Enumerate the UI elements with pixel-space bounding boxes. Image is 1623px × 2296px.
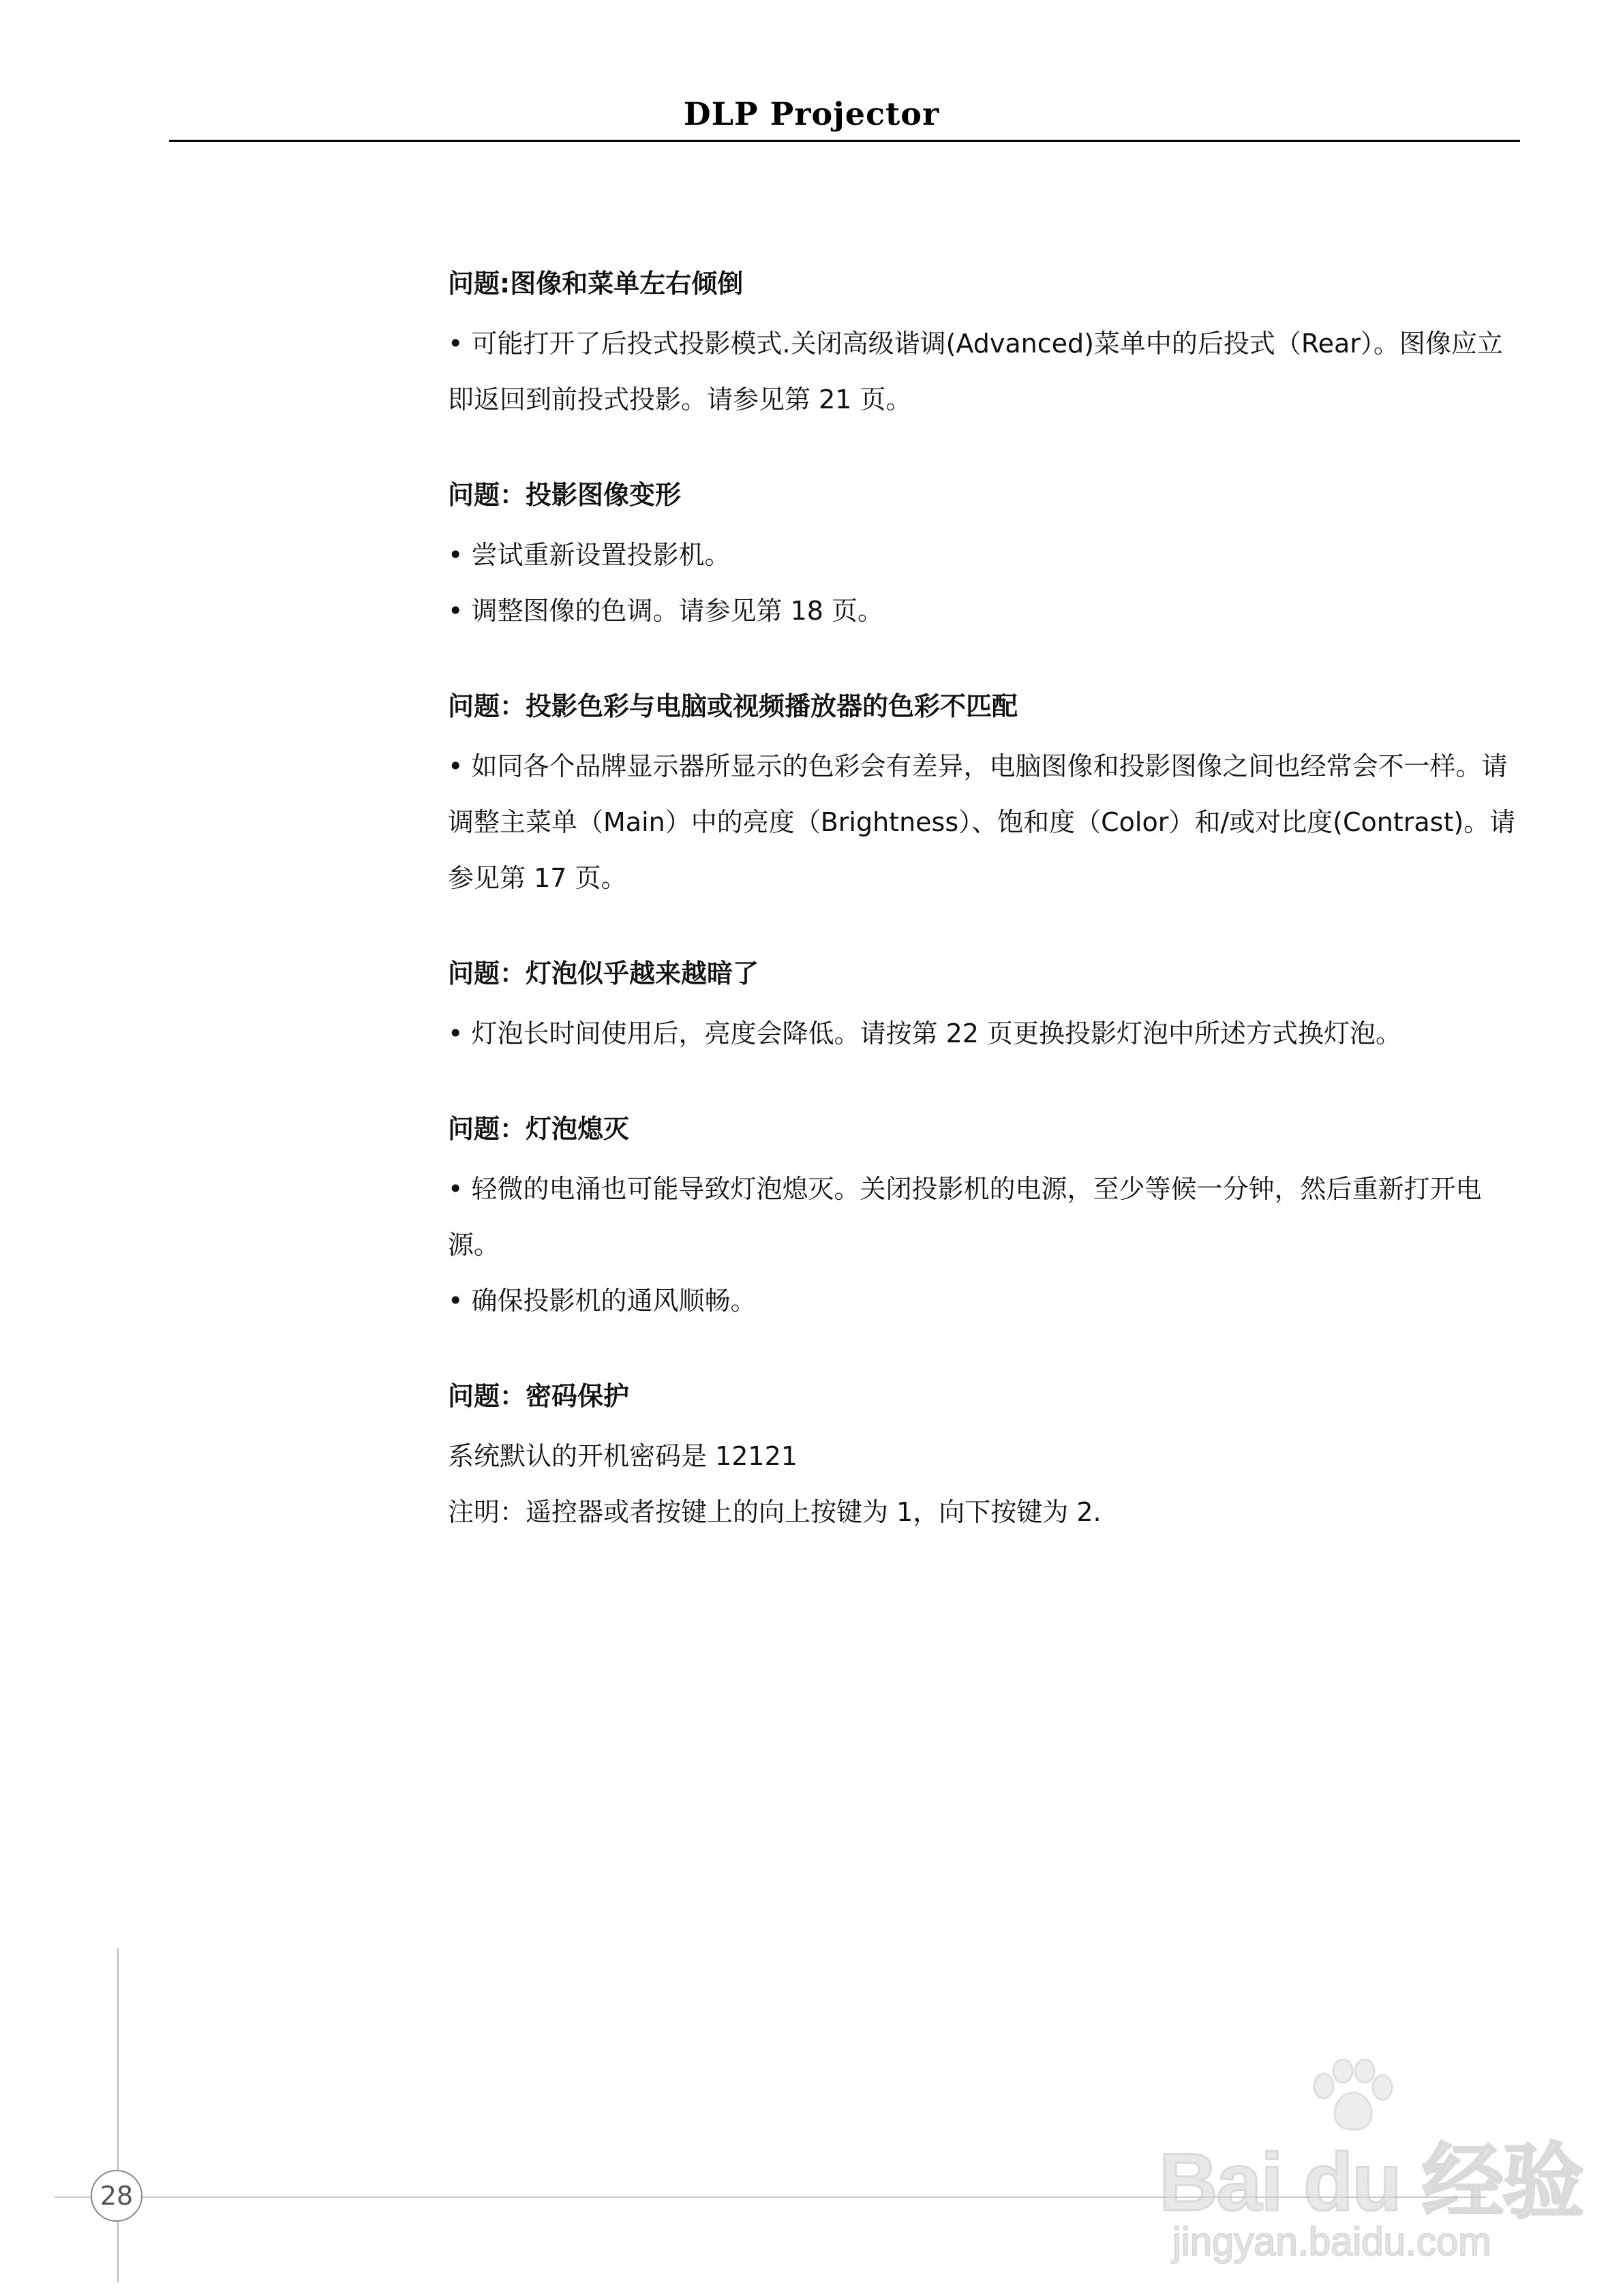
document-body [448,261,1518,1585]
section-password [448,1374,1518,1540]
paragraph: 系统默认的开机密码是 12121 [448,1441,798,1471]
section-image-mirrored [448,261,1518,427]
paragraph: • 调整图像的色调。请参见第 18 页。 [448,596,884,626]
section-title: 问题:图像和菜单左右倾倒 [448,269,744,299]
paragraph: • 尝试重新设置投影机。 [448,540,731,570]
section-title: 问题：灯泡似乎越来越暗了 [448,958,759,988]
paragraph: • 确保投影机的通风顺畅。 [448,1286,757,1316]
watermark-url: jingyan.baidu.com [1172,2220,1491,2264]
section-image-distorted [448,472,1518,639]
section-title: 问题：灯泡熄灭 [448,1114,630,1144]
paragraph: • 可能打开了后投式投影模式.关闭高级谐调(Advanced)菜单中的后投式（Rear）。图像应立即返回到前投式投影。请参见第 21 页。 [448,329,1503,414]
watermark-logo-text: Bai du 经验 [1159,2136,1583,2228]
section-lamp-off [448,1106,1518,1329]
footer-vertical-rule [117,1948,119,2282]
paragraph: • 轻微的电涌也可能导致灯泡熄灭。关闭投影机的电源，至少等候一分钟，然后重新打开电源。 [448,1174,1482,1260]
page-number: 28 [91,2170,142,2222]
section-title: 问题：投影色彩与电脑或视频播放器的色彩不匹配 [448,691,1018,721]
paragraph: • 如同各个品牌显示器所显示的色彩会有差异，电脑图像和投影图像之间也经常会不一样。请调整主菜单（Main）中的亮度（Brightness）、饱和度（Color）和/或对比度(Contrast)。请参见第 17 页。 [448,751,1516,893]
baidu-jingyan-watermark [1152,2059,1583,2264]
section-color-mismatch [448,684,1518,906]
section-lamp-dimming [448,951,1518,1061]
header-rule [169,140,1520,142]
header-title: DLP Projector [683,95,940,132]
paragraph: 注明：遥控器或者按键上的向上按键为 1，向下按键为 2. [448,1497,1102,1527]
section-title: 问题：投影图像变形 [448,480,682,510]
paragraph: • 灯泡长时间使用后，亮度会降低。请按第 22 页更换投影灯泡中所述方式换灯泡。 [448,1018,1402,1048]
section-title: 问题：密码保护 [448,1381,630,1411]
